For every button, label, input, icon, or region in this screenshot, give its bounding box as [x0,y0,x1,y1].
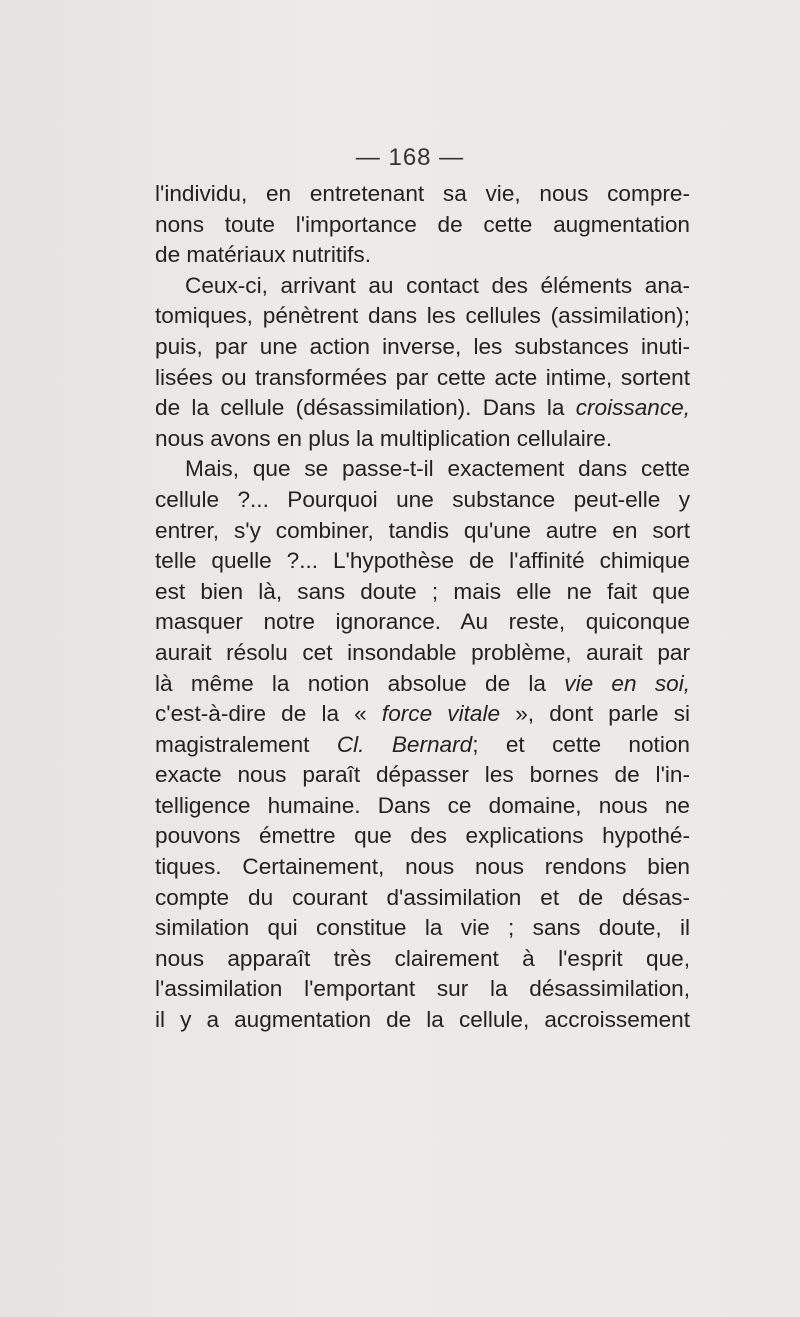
text-segment: de la cellule (désassimilation). Dans la [155,395,565,421]
text-line: telligence humaine. Dans ce domaine, nous ne [155,792,690,818]
italic-name: Cl. Bernard [336,731,473,757]
text-line: tiques. Certainement, nous nous rendons bien [155,854,690,880]
text-line: Ceux-ci, arrivant au contact des éléments ana- [185,272,690,298]
page-number: — 168 — [355,144,465,171]
text-line: pouvons émettre que des explications hypothé- [155,823,690,849]
text-line: nous avons en plus la multiplication cellulaire. [155,425,613,451]
text-line: cellule ?... Pourquoi une substance peut-elle y [155,486,690,512]
text-segment: c'est-à-dire de la « [155,701,367,727]
text-line: aurait résolu cet insondable problème, aurait par [155,639,690,665]
text-line: Mais, que se passe-t-il exactement dans cette [185,456,690,482]
text-line-mixed [155,730,690,761]
italic-term: vie en soi, [564,670,690,696]
text-line-mixed [155,393,690,424]
paragraph-1 [155,179,690,271]
text-line: l'assimilation l'emportant sur la désassimilation, [155,976,690,1002]
text-line: telle quelle ?... L'hypothèse de l'affinité chimique [155,548,690,574]
text-line: similation qui constitue la vie ; sans doute, il [155,915,690,941]
text-line: de matériaux nutritifs. [155,242,371,268]
text-segment: », dont parle si [515,701,691,727]
text-line: exacte nous paraît dépasser les bornes de l'in- [155,762,690,788]
text-line: puis, par une action inverse, les substances inuti- [155,333,690,359]
text-line: est bien là, sans doute ; mais elle ne fait que [155,578,690,604]
text-line: nons toute l'importance de cette augmentation [155,211,690,237]
text-line: il y a augmentation de la cellule, accroissement [155,1007,690,1033]
text-segment: magistralement [155,731,310,757]
italic-term: croissance, [575,395,690,421]
paragraph-3 [155,454,690,1035]
text-line-mixed [155,699,690,730]
text-segment: là même la notion absolue de la [155,670,546,696]
text-line: tomiques, pénètrent dans les cellules (assimilation); [155,303,690,329]
text-segment: ; et cette notion [472,731,690,757]
text-line-mixed [155,669,690,700]
text-line: entrer, s'y combiner, tandis qu'une autre en sort [155,517,690,543]
text-line: lisées ou transformées par cette acte intime, sortent [155,364,690,390]
text-line: masquer notre ignorance. Au reste, quiconque [155,609,690,635]
text-line: l'individu, en entretenant sa vie, nous compre- [155,181,690,206]
italic-term: force vitale [381,701,501,727]
text-line: nous apparaît très clairement à l'esprit que, [155,945,690,971]
body-text [155,179,690,1036]
paragraph-2 [155,271,690,455]
text-line: compte du courant d'assimilation et de désas- [155,884,690,910]
